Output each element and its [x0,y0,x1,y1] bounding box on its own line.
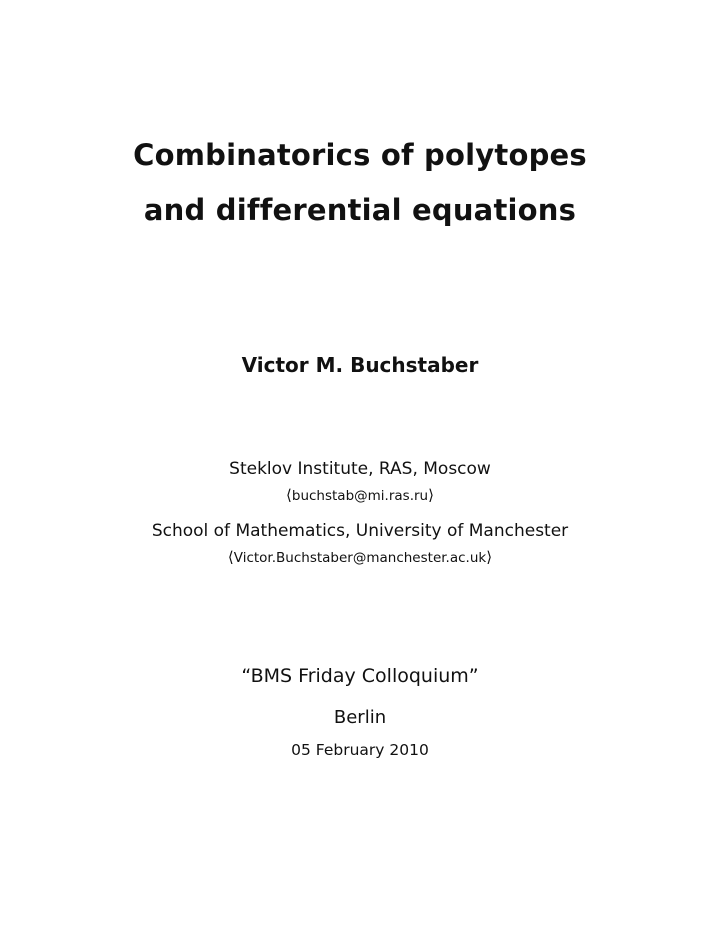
date: 05 February 2010 [291,741,429,759]
affiliation-1-email-address[interactable]: buchstab@mi.ras.ru [291,488,429,504]
close-angle-bracket: ⟩ [486,548,493,566]
affiliation-2-institution: School of Mathematics, University of Manchester [151,521,569,541]
affiliation-2-email [0,548,720,566]
open-angle-bracket: ⟨ [286,486,292,504]
title-line-2: and differential equations [143,193,577,227]
affiliation-2-email-address[interactable]: Victor.Buchstaber@manchester.ac.uk [233,550,487,566]
author-name: Victor M. Buchstaber [241,353,479,377]
title-line-1: Combinatorics of polytopes [133,138,587,172]
location: Berlin [333,707,387,728]
open-angle-bracket: ⟨ [227,548,234,566]
affiliation-1-institution: Steklov Institute, RAS, Moscow [229,459,491,479]
event-name: “BMS Friday Colloquium” [241,665,479,687]
close-angle-bracket: ⟩ [428,486,434,504]
affiliation-1-email [0,486,720,504]
